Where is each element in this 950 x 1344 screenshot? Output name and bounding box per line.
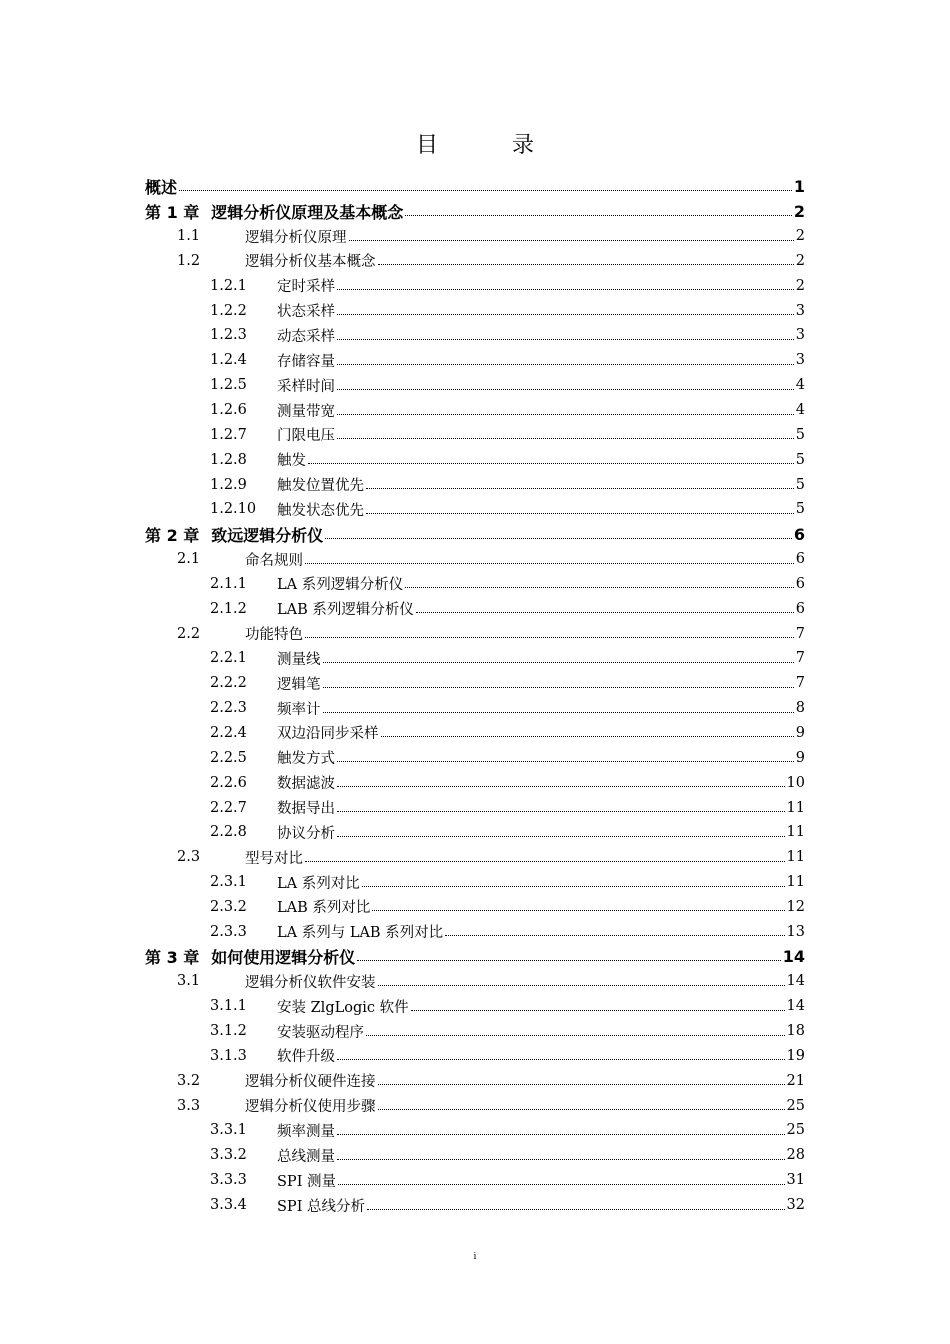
toc-entry-page: 11 xyxy=(786,849,805,866)
toc-leader-dots xyxy=(362,884,785,887)
toc-entry-page: 4 xyxy=(795,402,805,419)
toc-entry-number: 1.2.1 xyxy=(210,277,247,294)
toc-entry-title: SPI 测量 xyxy=(277,1173,337,1190)
toc-entry-number: 2.2.3 xyxy=(210,700,247,717)
toc-entry-number: 2.1 xyxy=(177,551,201,568)
toc-leader-dots xyxy=(366,511,794,514)
toc-entry-number: 3.1.2 xyxy=(210,1023,247,1040)
toc-entry-number: 2.2.5 xyxy=(210,749,247,766)
toc-entry-number: 1.2.9 xyxy=(210,476,247,493)
toc-leader-dots xyxy=(405,585,794,588)
toc-entry[interactable] xyxy=(145,845,805,870)
toc-entry-number: 3.1 xyxy=(177,973,201,990)
toc-entry-number: 2.2.2 xyxy=(210,675,247,692)
toc-entry-number: 1.2.4 xyxy=(210,352,247,369)
toc-entry-number: 第 2 章 xyxy=(145,525,200,545)
toc-leader-dots xyxy=(337,809,785,812)
toc-entry-page: 6 xyxy=(795,551,805,568)
toc-entry-number: 3.3.3 xyxy=(210,1172,247,1189)
toc-entry[interactable] xyxy=(145,1093,805,1118)
toc-entry[interactable] xyxy=(145,1118,805,1143)
toc-entry-title: 软件升级 xyxy=(277,1049,335,1066)
toc-entry-number: 2.2.4 xyxy=(210,724,247,741)
toc-entry-page: 7 xyxy=(795,625,805,642)
toc-entry-title: 触发方式 xyxy=(277,751,335,768)
toc-entry-number: 1.2.10 xyxy=(210,501,257,518)
toc-entry-title: 触发位置优先 xyxy=(277,478,364,495)
toc-entry-title: 定时采样 xyxy=(277,279,335,296)
toc-entry-page: 3 xyxy=(795,302,805,319)
toc-entry-title: LAB 系列逻辑分析仪 xyxy=(277,602,414,619)
toc-entry-title: 触发 xyxy=(277,453,306,470)
toc-entry-page: 5 xyxy=(795,426,805,443)
toc-leader-dots xyxy=(308,461,794,464)
toc-entry-number: 2.1.1 xyxy=(210,575,247,592)
toc-entry-page: 14 xyxy=(786,998,805,1015)
toc-leader-dots xyxy=(411,1008,785,1011)
toc-entry-page: 3 xyxy=(795,327,805,344)
toc-entry-number: 1.2 xyxy=(177,252,201,269)
toc-entry-page: 11 xyxy=(786,799,805,816)
toc-entry[interactable] xyxy=(145,820,805,845)
toc-entry-page: 5 xyxy=(795,501,805,518)
toc-entry-page: 11 xyxy=(786,824,805,841)
toc-entry-title: 致远逻辑分析仪 xyxy=(211,525,324,545)
toc-entry-page: 9 xyxy=(795,749,805,766)
toc-leader-dots xyxy=(337,1057,785,1060)
toc-entry-page: 2 xyxy=(795,228,805,245)
toc-entry[interactable] xyxy=(145,1068,805,1093)
toc-entry-title: 双边沿同步采样 xyxy=(277,726,379,743)
toc-entry-page: 14 xyxy=(786,973,805,990)
toc-entry[interactable] xyxy=(145,621,805,646)
table-of-contents xyxy=(145,174,805,1217)
toc-entry[interactable] xyxy=(145,298,805,323)
toc-entry-title: 存储容量 xyxy=(277,353,335,370)
toc-entry-title: 命名规则 xyxy=(245,552,303,569)
toc-entry-number: 2.3.3 xyxy=(210,923,247,940)
toc-entry-page: 18 xyxy=(786,1023,805,1040)
toc-entry-page: 4 xyxy=(795,377,805,394)
toc-leader-dots xyxy=(366,486,794,489)
toc-leader-dots xyxy=(378,983,785,986)
toc-entry[interactable] xyxy=(145,795,805,820)
toc-entry-title: 总线测量 xyxy=(277,1148,335,1165)
toc-leader-dots xyxy=(445,933,784,936)
footer-page-number: i xyxy=(473,1252,477,1262)
toc-entry-title: 逻辑分析仪原理 xyxy=(245,229,347,246)
toc-entry-number: 3.2 xyxy=(177,1072,201,1089)
toc-entry-number: 2.3.2 xyxy=(210,898,247,915)
toc-leader-dots xyxy=(337,412,794,415)
toc-entry[interactable] xyxy=(145,224,805,249)
toc-entry-page: 10 xyxy=(786,774,805,791)
toc-entry-page: 19 xyxy=(786,1047,805,1064)
toc-leader-dots xyxy=(338,1182,785,1185)
toc-entry[interactable] xyxy=(145,745,805,770)
toc-entry-page: 1 xyxy=(793,176,805,196)
toc-entry[interactable] xyxy=(145,273,805,298)
toc-entry-number: 2.2 xyxy=(177,625,201,642)
toc-entry-number: 3.3.1 xyxy=(210,1122,247,1139)
toc-entry-number: 3.1.3 xyxy=(210,1047,247,1064)
toc-entry-title: 频率计 xyxy=(277,701,321,718)
toc-entry-number: 1.2.5 xyxy=(210,377,247,394)
toc-entry-number: 2.2.8 xyxy=(210,824,247,841)
toc-entry-title: 如何使用逻辑分析仪 xyxy=(211,948,356,968)
toc-leader-dots xyxy=(337,436,794,439)
toc-entry[interactable] xyxy=(145,572,805,597)
toc-entry[interactable] xyxy=(145,721,805,746)
toc-entry-title: 概述 xyxy=(145,177,178,197)
toc-leader-dots xyxy=(337,1157,785,1160)
toc-leader-dots xyxy=(366,1033,785,1036)
toc-entry[interactable] xyxy=(145,1168,805,1193)
toc-entry-title: 型号对比 xyxy=(245,850,303,867)
toc-entry[interactable] xyxy=(145,174,805,199)
toc-entry-number: 2.3 xyxy=(177,849,201,866)
toc-entry-title: 频率测量 xyxy=(277,1123,335,1140)
toc-entry-title: SPI 总线分析 xyxy=(277,1198,366,1215)
toc-leader-dots xyxy=(323,710,794,713)
toc-leader-dots xyxy=(372,908,784,911)
toc-leader-dots xyxy=(349,238,794,241)
toc-entry-title: 协议分析 xyxy=(277,825,335,842)
toc-leader-dots xyxy=(323,685,794,688)
toc-entry-title: 数据滤波 xyxy=(277,776,335,793)
toc-entry[interactable] xyxy=(145,348,805,373)
toc-leader-dots xyxy=(381,734,794,737)
toc-leader-dots xyxy=(305,859,785,862)
toc-entry[interactable] xyxy=(145,1044,805,1069)
toc-entry-page: 2 xyxy=(793,201,805,221)
toc-entry-page: 3 xyxy=(795,352,805,369)
toc-leader-dots xyxy=(337,834,785,837)
toc-leader-dots xyxy=(378,262,794,265)
toc-entry-number: 1.2.7 xyxy=(210,426,247,443)
toc-leader-dots xyxy=(337,759,794,762)
toc-entry-title: 逻辑分析仪软件安装 xyxy=(245,974,376,991)
toc-entry-page: 8 xyxy=(795,700,805,717)
toc-entry-title: 测量线 xyxy=(277,651,321,668)
toc-leader-dots xyxy=(337,362,794,365)
toc-entry-page: 5 xyxy=(795,451,805,468)
toc-entry[interactable] xyxy=(145,249,805,274)
toc-entry-title: LA 系列对比 xyxy=(277,875,360,892)
toc-entry-title: 数据导出 xyxy=(277,801,335,818)
toc-leader-dots xyxy=(337,337,794,340)
toc-entry-number: 2.2.1 xyxy=(210,650,247,667)
toc-entry-title: 采样时间 xyxy=(277,378,335,395)
toc-entry-title: 门限电压 xyxy=(277,428,335,445)
toc-entry-page: 11 xyxy=(786,874,805,891)
toc-entry-title: 逻辑分析仪原理及基本概念 xyxy=(211,202,404,222)
toc-entry[interactable] xyxy=(145,919,805,944)
toc-entry-title: 逻辑分析仪硬件连接 xyxy=(245,1074,376,1091)
toc-leader-dots xyxy=(305,635,794,638)
toc-entry-title: 逻辑分析仪基本概念 xyxy=(245,254,376,271)
toc-entry[interactable] xyxy=(145,1193,805,1218)
toc-entry-page: 6 xyxy=(793,524,805,544)
toc-entry-title: 逻辑分析仪使用步骤 xyxy=(245,1099,376,1116)
toc-leader-dots xyxy=(325,536,792,539)
toc-entry-number: 2.2.6 xyxy=(210,774,247,791)
toc-entry-number: 2.2.7 xyxy=(210,799,247,816)
toc-entry[interactable] xyxy=(145,870,805,895)
toc-entry[interactable] xyxy=(145,596,805,621)
toc-entry-page: 6 xyxy=(795,600,805,617)
toc-leader-dots xyxy=(337,387,794,390)
toc-entry-number: 1.2.2 xyxy=(210,302,247,319)
toc-entry[interactable] xyxy=(145,422,805,447)
toc-entry-number: 1.2.6 xyxy=(210,402,247,419)
toc-entry-number: 第 3 章 xyxy=(145,948,200,968)
toc-entry[interactable] xyxy=(145,323,805,348)
toc-entry-title: LA 系列逻辑分析仪 xyxy=(277,577,404,594)
toc-leader-dots xyxy=(305,561,794,564)
toc-entry-number: 1.2.8 xyxy=(210,451,247,468)
toc-entry[interactable] xyxy=(145,199,805,224)
toc-entry[interactable] xyxy=(145,994,805,1019)
toc-entry-number: 1.2.3 xyxy=(210,327,247,344)
toc-entry-page: 21 xyxy=(786,1072,805,1089)
toc-entry-page: 5 xyxy=(795,476,805,493)
toc-entry-number: 2.1.2 xyxy=(210,600,247,617)
toc-entry-title: LAB 系列对比 xyxy=(277,900,371,917)
toc-leader-dots xyxy=(378,1107,785,1110)
toc-entry[interactable] xyxy=(145,522,805,547)
toc-entry-title: 触发状态优先 xyxy=(277,502,364,519)
toc-entry-number: 2.3.1 xyxy=(210,874,247,891)
toc-entry[interactable] xyxy=(145,969,805,994)
toc-entry-title: 安装 ZlgLogic 软件 xyxy=(277,999,409,1016)
toc-entry[interactable] xyxy=(145,671,805,696)
toc-leader-dots xyxy=(337,1132,785,1135)
toc-leader-dots xyxy=(337,287,794,290)
toc-entry-title: LA 系列与 LAB 系列对比 xyxy=(277,925,444,942)
toc-leader-dots xyxy=(405,213,792,216)
toc-entry-page: 31 xyxy=(786,1172,805,1189)
toc-entry-page: 9 xyxy=(795,724,805,741)
toc-entry[interactable] xyxy=(145,770,805,795)
toc-entry-number: 1.1 xyxy=(177,228,201,245)
toc-entry[interactable] xyxy=(145,472,805,497)
toc-entry-page: 7 xyxy=(795,675,805,692)
toc-leader-dots xyxy=(367,1207,785,1210)
toc-entry-page: 32 xyxy=(786,1197,805,1214)
toc-entry[interactable] xyxy=(145,447,805,472)
toc-entry-title: 安装驱动程序 xyxy=(277,1024,364,1041)
toc-entry-title: 动态采样 xyxy=(277,328,335,345)
toc-entry[interactable] xyxy=(145,398,805,423)
toc-entry-number: 3.3.2 xyxy=(210,1147,247,1164)
toc-entry-page: 7 xyxy=(795,650,805,667)
toc-leader-dots xyxy=(357,958,780,961)
toc-entry[interactable] xyxy=(145,1143,805,1168)
toc-entry-number: 3.3 xyxy=(177,1097,201,1114)
toc-leader-dots xyxy=(337,312,794,315)
toc-entry-page: 28 xyxy=(786,1147,805,1164)
toc-entry-page: 2 xyxy=(795,277,805,294)
toc-entry-title: 逻辑笔 xyxy=(277,676,321,693)
toc-entry-title: 功能特色 xyxy=(245,627,303,644)
toc-entry-page: 6 xyxy=(795,575,805,592)
toc-entry-number: 第 1 章 xyxy=(145,202,200,222)
toc-entry-number: 3.1.1 xyxy=(210,998,247,1015)
toc-leader-dots xyxy=(179,188,792,191)
toc-entry[interactable] xyxy=(145,696,805,721)
toc-leader-dots xyxy=(323,660,794,663)
toc-entry-page: 12 xyxy=(786,898,805,915)
toc-entry[interactable] xyxy=(145,373,805,398)
toc-entry-page: 2 xyxy=(795,252,805,269)
toc-entry[interactable] xyxy=(145,944,805,969)
toc-leader-dots xyxy=(416,610,794,613)
toc-entry[interactable] xyxy=(145,547,805,572)
toc-entry-page: 25 xyxy=(786,1122,805,1139)
toc-entry-title: 状态采样 xyxy=(277,304,335,321)
toc-entry-page: 25 xyxy=(786,1097,805,1114)
page-title: 目 录 xyxy=(415,133,560,158)
toc-entry[interactable] xyxy=(145,646,805,671)
toc-entry-page: 14 xyxy=(782,947,805,967)
toc-leader-dots xyxy=(337,784,785,787)
toc-entry-number: 3.3.4 xyxy=(210,1197,247,1214)
toc-entry[interactable] xyxy=(145,894,805,919)
toc-entry-page: 13 xyxy=(786,923,805,940)
toc-entry[interactable] xyxy=(145,1019,805,1044)
toc-leader-dots xyxy=(378,1082,785,1085)
toc-entry[interactable] xyxy=(145,497,805,522)
toc-entry-title: 测量带宽 xyxy=(277,403,335,420)
